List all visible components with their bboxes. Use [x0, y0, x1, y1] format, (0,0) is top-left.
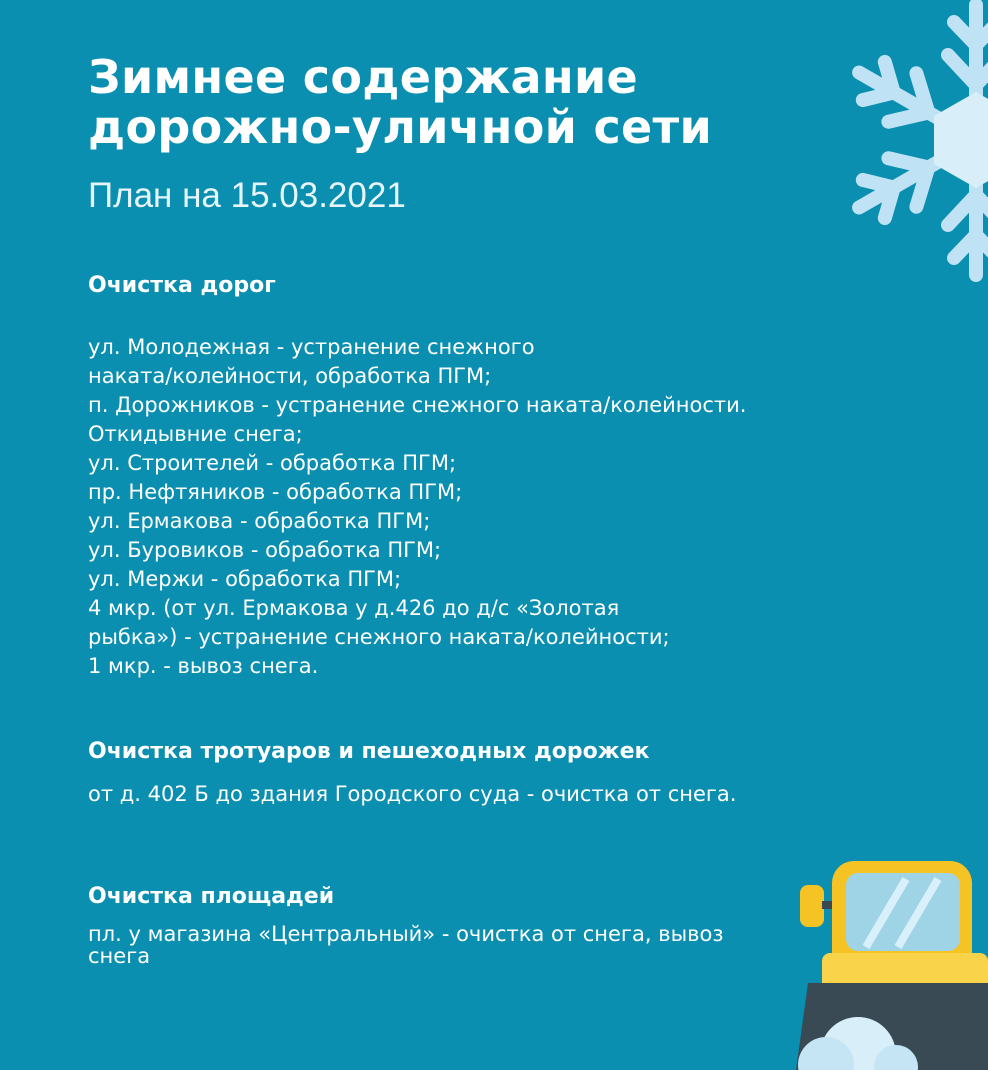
section-roads-text [88, 333, 746, 681]
roads-line: ул. Ермакова - обработка ПГМ; [88, 509, 431, 533]
roads-line: пр. Нефтяников - обработка ПГМ; [88, 480, 463, 504]
roads-line: 1 мкр. - вывоз снега. [88, 654, 319, 678]
page-title [88, 52, 712, 152]
roads-line: ул. Строителей - обработка ПГМ; [88, 451, 457, 475]
roads-line: рыбка») - устранение снежного наката/колейности; [88, 625, 670, 649]
roads-line: Откидывние снега; [88, 422, 303, 446]
section-squares-text [88, 923, 724, 967]
snowplow-truck-icon [788, 855, 988, 1070]
section-heading-roads: Очистка дорог [88, 273, 276, 298]
squares-line: снега [88, 944, 151, 968]
squares-line: пл. у магазина «Центральный» - очистка от снега, вывоз [88, 922, 724, 946]
title-line-2: дорожно-уличной сети [88, 100, 713, 154]
plan-date-subtitle: План на 15.03.2021 [88, 176, 406, 215]
title-line-1: Зимнее содержание [88, 50, 638, 104]
roads-line: ул. Мержи - обработка ПГМ; [88, 567, 402, 591]
roads-line: ул. Молодежная - устранение снежного [88, 335, 535, 359]
roads-line: наката/колейности, обработка ПГМ; [88, 364, 492, 388]
sidewalks-line: от д. 402 Б до здания Городского суда - очистка от снега. [88, 782, 737, 806]
section-sidewalks-text [88, 780, 736, 809]
roads-line: п. Дорожников - устранение снежного наката/колейности. [88, 393, 747, 417]
section-heading-squares: Очистка площадей [88, 884, 335, 909]
roads-line: ул. Буровиков - обработка ПГМ; [88, 538, 442, 562]
section-heading-sidewalks: Очистка тротуаров и пешеходных дорожек [88, 739, 650, 764]
roads-line: 4 мкр. (от ул. Ермакова у д.426 до д/с «Золотая [88, 596, 620, 620]
snowflake-icon [818, 0, 988, 290]
